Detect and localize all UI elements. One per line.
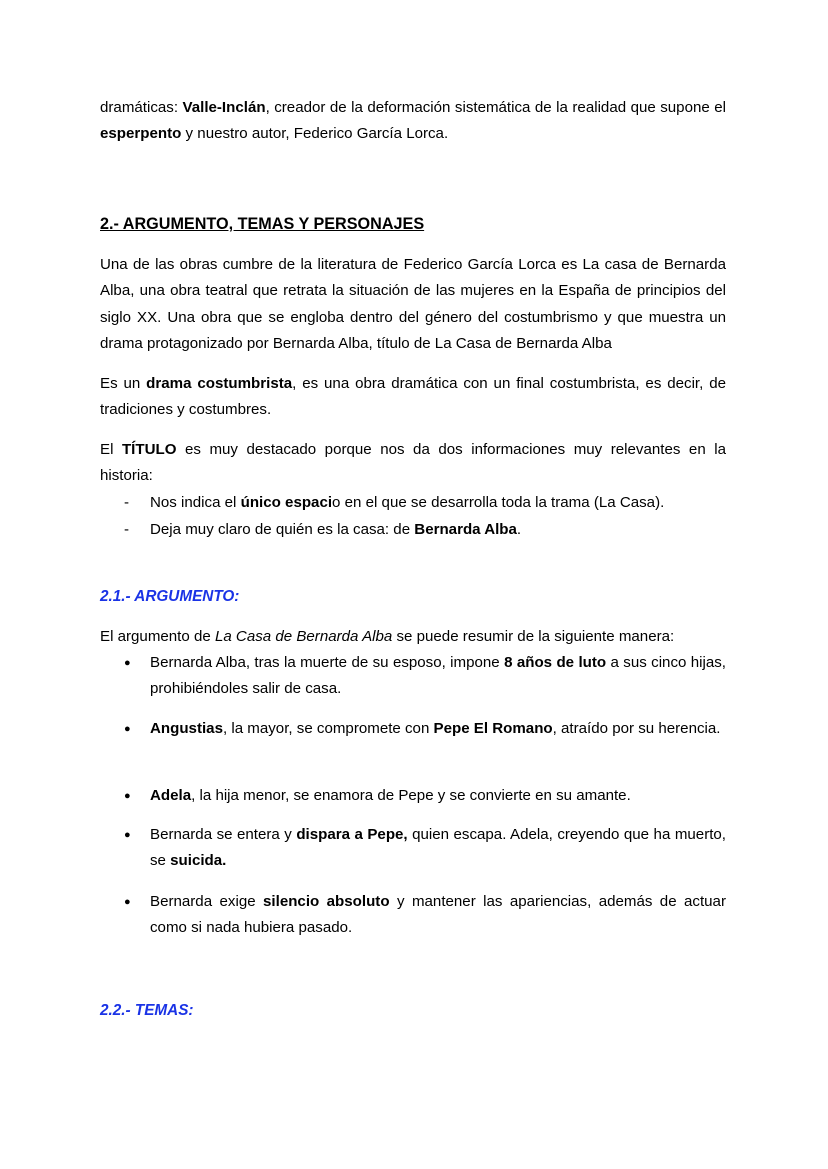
text-run: a sus cinco hijas, prohibiéndoles salir de casa. xyxy=(150,654,726,698)
bold-run: suicida. xyxy=(170,852,227,870)
text-run: Deja muy claro de quién es la casa: de xyxy=(150,521,415,538)
bullet-marker: ● xyxy=(124,790,131,802)
paragraph-title xyxy=(100,437,726,490)
bold-run: Pepe El Romano xyxy=(433,720,553,737)
bullet-list-item xyxy=(100,783,726,809)
list-item-text xyxy=(150,517,521,543)
text-run: y nuestro autor, Federico García Lorca. xyxy=(181,125,449,143)
text-run: . xyxy=(516,521,522,538)
list-item-text xyxy=(150,783,726,809)
paragraph-drama xyxy=(100,371,726,424)
text-run: Es un xyxy=(100,375,147,392)
text-run: es muy destacado porque nos da dos informaciones muy relevantes en la historia: xyxy=(100,441,726,485)
bullet-marker: ● xyxy=(124,896,131,908)
bold-run: Adela xyxy=(150,787,192,804)
bullet-list-item xyxy=(100,822,726,875)
bold-run: drama costumbrista xyxy=(146,375,293,392)
paragraph-argument-intro xyxy=(100,624,726,650)
bold-run: esperpento xyxy=(100,125,182,143)
text-run: se puede resumir de la siguiente manera: xyxy=(392,628,675,645)
bold-run: 8 años de luto xyxy=(504,654,607,671)
intro-paragraph xyxy=(100,95,726,148)
dash-marker: - xyxy=(124,521,130,538)
text-run: o en el que se desarrolla toda la trama (La Casa). xyxy=(332,494,665,511)
bold-run: Bernarda Alba xyxy=(414,521,517,538)
list-item-text xyxy=(150,889,726,942)
paragraph-intro-work: Una de las obras cumbre de la literatura de Federico García Lorca es La casa de Bernarda Alba, una obra teatral que retrata la situación de las mujeres en la España de principios del siglo XX. Una obra que se engloba dentro del género del costumbrismo y que muestra un drama protagonizado por Bernarda Alba, título de La Casa de Bernarda Alba xyxy=(100,256,726,352)
list-item-text xyxy=(150,650,726,703)
section-heading: 2.- ARGUMENTO, TEMAS Y PERSONAJES xyxy=(100,215,425,233)
italic-run: La Casa de Bernarda Alba xyxy=(214,628,393,645)
bullet-marker: ● xyxy=(124,829,131,841)
subsection-heading: 2.1.- ARGUMENTO: xyxy=(100,588,240,605)
bullet-marker: ● xyxy=(124,723,131,735)
bullet-list-item xyxy=(100,650,726,703)
text-run: El argumento de xyxy=(100,628,215,645)
text-run: Bernarda se entera y xyxy=(150,826,297,843)
text-run: , la hija menor, se enamora de Pepe y se convierte en su amante. xyxy=(191,787,631,804)
text-run: quien escapa. Adela, creyendo que ha muerto, se xyxy=(150,826,727,870)
text-run: , creador de la deformación sistemática de la realidad que supone el xyxy=(265,99,726,116)
text-run: dramáticas: xyxy=(100,99,183,116)
text-run: y mantener las apariencias, además de actuar como si nada hubiera pasado. xyxy=(150,893,726,937)
text-run: El xyxy=(100,441,122,458)
bold-run: dispara a Pepe, xyxy=(296,826,408,843)
text-run: , la mayor, se compromete con xyxy=(222,720,434,737)
dash-marker: - xyxy=(124,494,130,511)
bullet-list-item xyxy=(100,889,726,942)
bold-run: Valle-Inclán xyxy=(182,99,266,116)
text-run: , atraído por su herencia. xyxy=(552,720,721,737)
text-run: Bernarda exige xyxy=(150,893,264,910)
bold-run: Angustias xyxy=(150,720,223,737)
list-item-text xyxy=(150,490,664,516)
bold-run: silencio absoluto xyxy=(263,893,390,910)
bold-run: único espaci xyxy=(240,494,333,511)
text-run: , es una obra dramática con un final costumbrista, es decir, de tradiciones y costumbres. xyxy=(100,375,726,419)
bold-run: TÍTULO xyxy=(121,441,177,458)
bullet-list-item xyxy=(100,716,726,742)
list-item-text xyxy=(150,822,726,875)
subsection-heading: 2.2.- TEMAS: xyxy=(100,1002,194,1019)
text-run: Bernarda Alba, tras la muerte de su esposo, impone xyxy=(150,654,505,671)
text-run: Nos indica el xyxy=(150,494,241,511)
bullet-marker: ● xyxy=(124,657,131,669)
list-item-text xyxy=(150,716,726,742)
